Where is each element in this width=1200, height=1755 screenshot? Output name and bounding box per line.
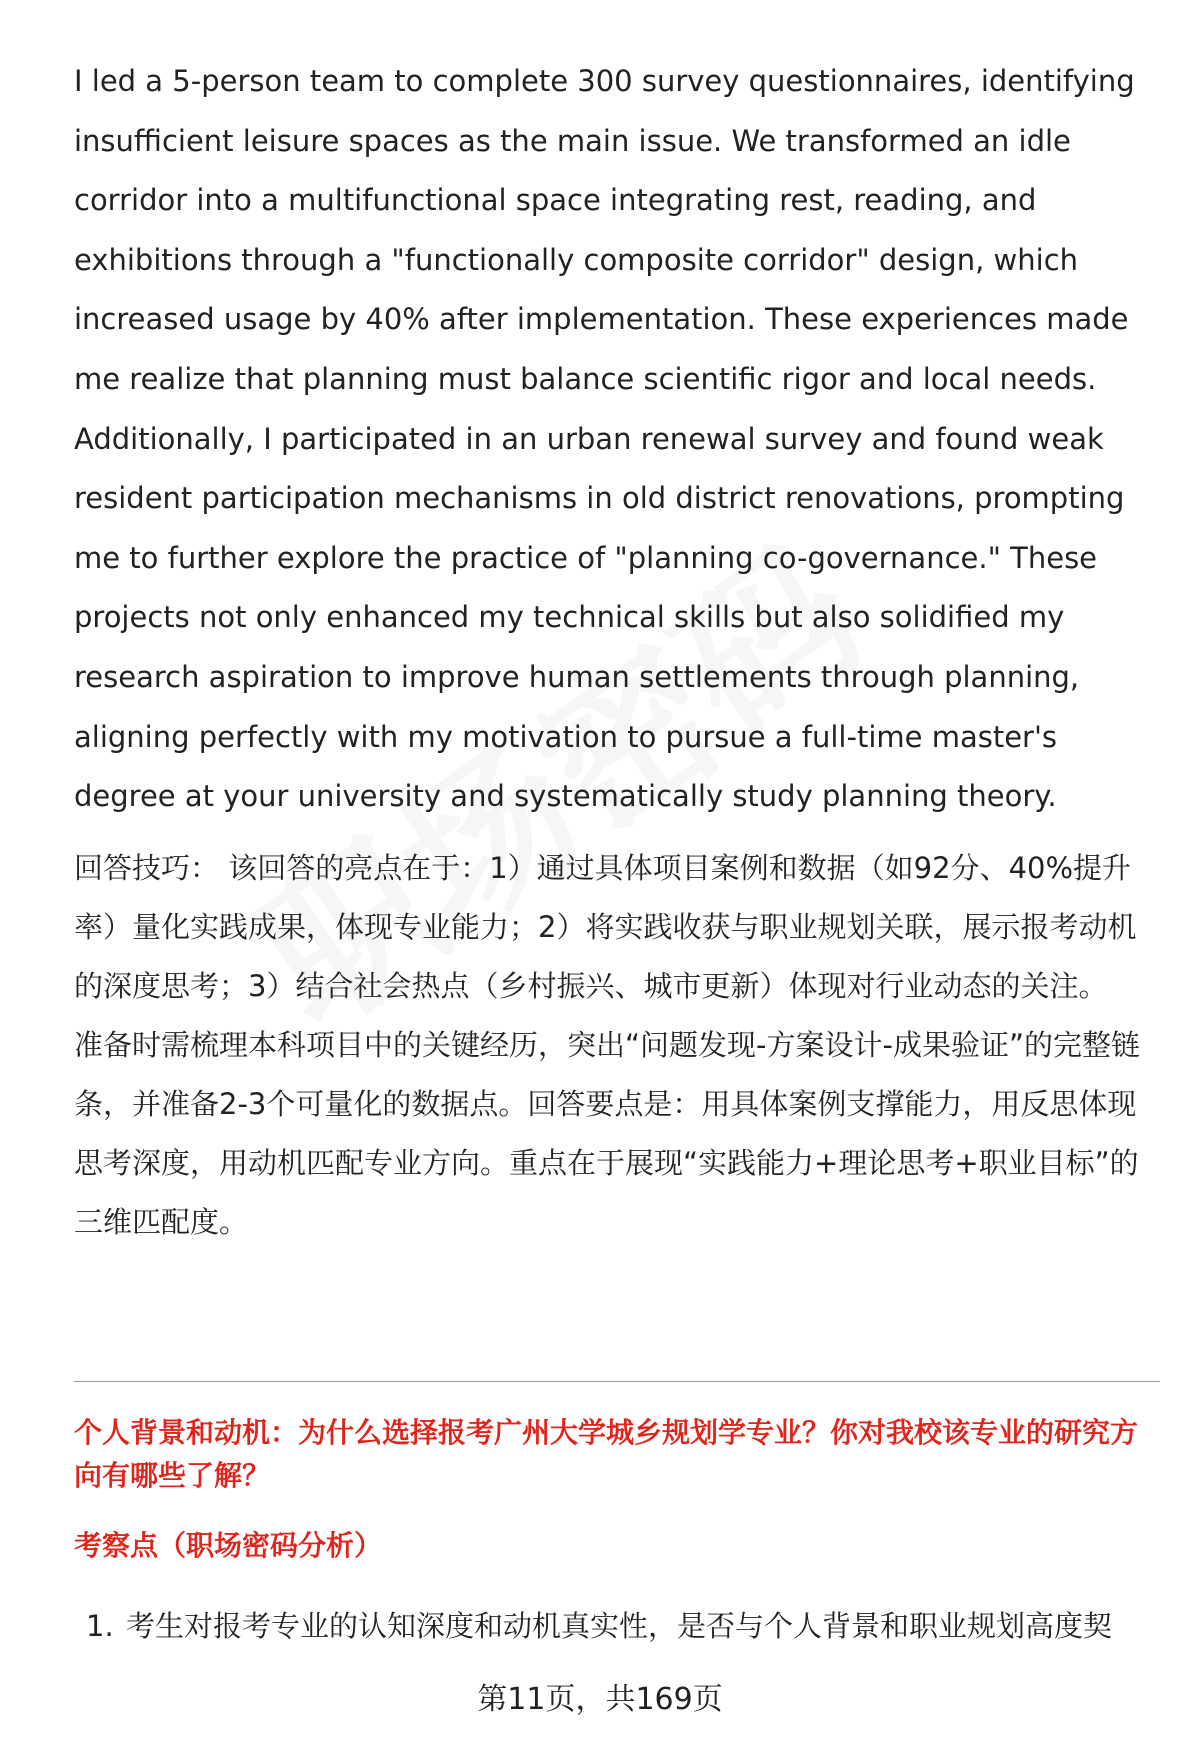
tips-paragraph-2: 准备时需梳理本科项目中的关键经历，突出“问题发现-方案设计-成果验证”的完整链条，并准备2-3个可量化的数据点。回答要点是：用具体案例支撑能力，用反思体现思考深度，用动机匹配专业方向。重点在于展现“实践能力+理论思考+职业目标”的三维匹配度。 [74, 1027, 1140, 1239]
list-item-number: 1. [86, 1609, 114, 1643]
body-paragraph: I led a 5-person team to complete 300 survey questionnaires, identifying insufficient leisure spaces as the main issue. We transformed an idle corridor into a multifunctional space integrating rest, reading, and exhibitions through a "functionally composite corridor" design, which increased usage by 40% after implementation. These experiences made me realize that planning must balance scientific rigor and local needs. Additionally, I participated in an urban renewal survey and found weak resident participation mechanisms in old district renovations, prompting me to further explore the practice of "planning co-governance." These projects not only enhanced my technical skills but also solidified my research aspiration to improve human settlements through planning, aligning perfectly with my motivation to pursue a full-time master's degree at your university and systematically study planning theory. [74, 64, 1135, 814]
question-heading: 个人背景和动机：为什么选择报考广州大学城乡规划学专业？你对我校该专业的研究方向有哪些了解？ [74, 1416, 1139, 1492]
page-content [74, 52, 1160, 1252]
answer-tips [74, 839, 1160, 1252]
list-item-text: 考生对报考专业的认知深度和动机真实性，是否与个人背景和职业规划高度契 [126, 1609, 1113, 1643]
tips-paragraph-1: 回答技巧： 该回答的亮点在于：1）通过具体项目案例和数据（如92分、40%提升率）量化实践成果，体现专业能力；2）将实践收获与职业规划关联，展示报考动机的深度思考；3）结合社会热点（乡村振兴、城市更新）体现对行业动态的关注。 [74, 850, 1137, 1003]
list-item [86, 1606, 1166, 1646]
analysis-list [86, 1606, 1166, 1646]
page-footer: 第11页，共169页 [477, 1682, 723, 1717]
section-divider [74, 1381, 1160, 1382]
analysis-heading: 考察点（职场密码分析） [74, 1529, 383, 1562]
